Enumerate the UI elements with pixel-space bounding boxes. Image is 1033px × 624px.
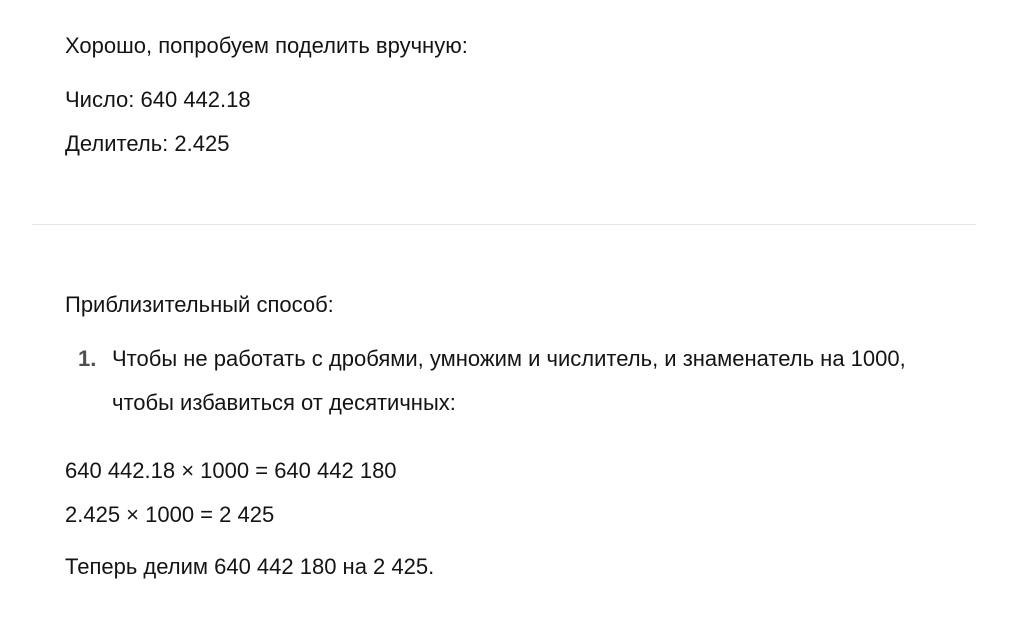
method-heading: Приблизительный способ: xyxy=(65,292,334,317)
calculations-paragraph xyxy=(65,449,968,537)
section-divider xyxy=(32,224,976,225)
list-item-text xyxy=(112,337,968,425)
calculation-line-2: 2.425 × 1000 = 2 425 xyxy=(65,502,275,527)
list-item-line-1: Чтобы не работать с дробями, умножим и числитель, и знаменатель на 1000, xyxy=(112,346,906,371)
list-item-line-2: чтобы избавиться от десятичных: xyxy=(112,390,456,415)
conclusion-paragraph: Теперь делим 640 442 180 на 2 425. xyxy=(65,554,435,579)
divisor-value-line: Делитель: 2.425 xyxy=(65,131,230,156)
calculation-line-1: 640 442.18 × 1000 = 640 442 180 xyxy=(65,458,397,483)
list-item xyxy=(65,337,968,425)
intro-paragraph: Хорошо, попробуем поделить вручную: xyxy=(65,33,468,58)
number-value-line: Число: 640 442.18 xyxy=(65,87,251,112)
values-paragraph xyxy=(65,78,968,166)
list-item-number: 1. xyxy=(78,346,97,371)
method-steps-list xyxy=(65,337,968,425)
